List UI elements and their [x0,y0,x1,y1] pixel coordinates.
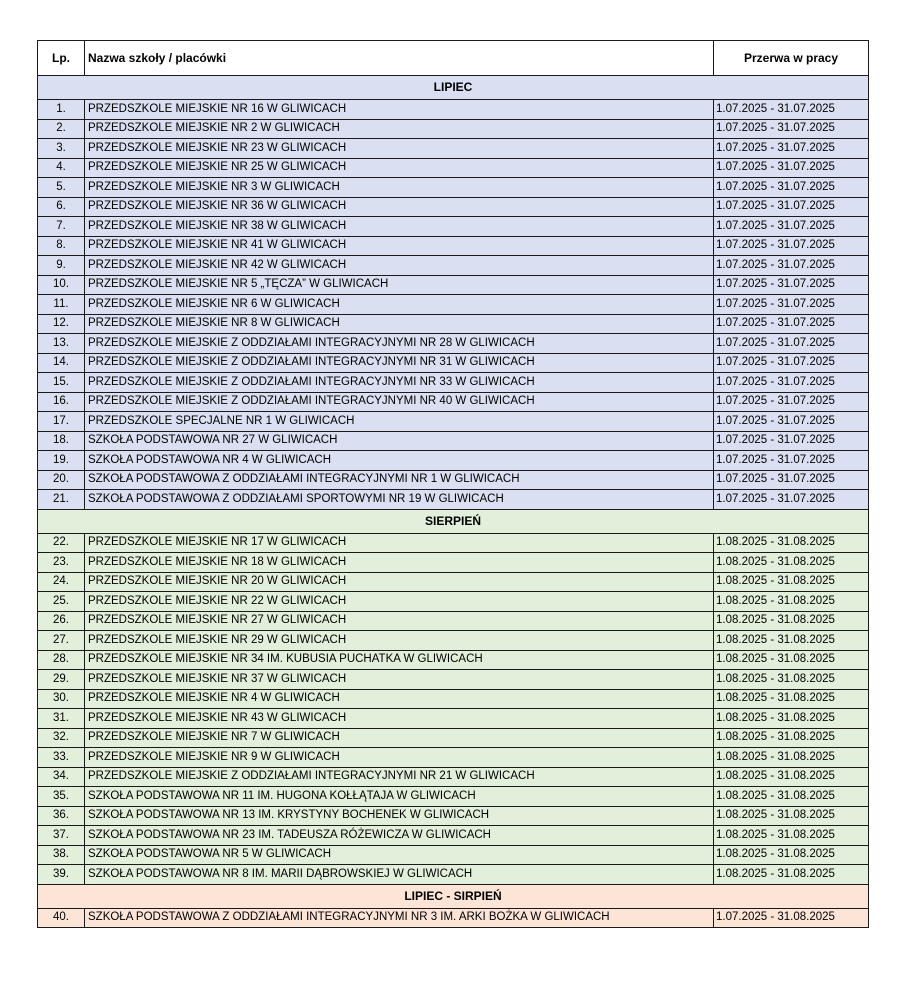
break-period: 1.08.2025 - 31.08.2025 [714,650,869,670]
row-number: 18. [38,431,85,451]
header-lp: Lp. [38,41,85,76]
header-period: Przerwa w pracy [714,41,869,76]
table-row [38,100,869,120]
school-break-table-container [37,40,868,928]
row-number: 22. [38,533,85,553]
school-name: PRZEDSZKOLE MIEJSKIE NR 16 W GLIWICACH [85,100,714,120]
row-number: 26. [38,611,85,631]
school-name: SZKOŁA PODSTAWOWA NR 8 IM. MARII DĄBROWSKIEJ W GLIWICACH [85,865,714,885]
row-number: 30. [38,689,85,709]
break-period: 1.08.2025 - 31.08.2025 [714,865,869,885]
break-period: 1.07.2025 - 31.07.2025 [714,490,869,510]
row-number: 32. [38,728,85,748]
header-name: Nazwa szkoły / placówki [85,41,714,76]
section-title: LIPIEC [38,76,869,100]
row-number: 2. [38,119,85,139]
break-period: 1.07.2025 - 31.07.2025 [714,392,869,412]
break-period: 1.08.2025 - 31.08.2025 [714,670,869,690]
table-row [38,314,869,334]
break-period: 1.07.2025 - 31.07.2025 [714,139,869,159]
section-header-row [38,509,869,533]
table-row [38,611,869,631]
row-number: 10. [38,275,85,295]
school-name: SZKOŁA PODSTAWOWA NR 11 IM. HUGONA KOŁŁĄTAJA W GLIWICACH [85,787,714,807]
school-name: PRZEDSZKOLE MIEJSKIE Z ODDZIAŁAMI INTEGRACYJNYMI NR 33 W GLIWICACH [85,373,714,393]
row-number: 37. [38,826,85,846]
school-name: PRZEDSZKOLE MIEJSKIE NR 41 W GLIWICACH [85,236,714,256]
school-name: PRZEDSZKOLE MIEJSKIE NR 9 W GLIWICACH [85,748,714,768]
break-period: 1.07.2025 - 31.07.2025 [714,295,869,315]
table-row [38,631,869,651]
break-period: 1.07.2025 - 31.07.2025 [714,158,869,178]
school-name: PRZEDSZKOLE MIEJSKIE NR 17 W GLIWICACH [85,533,714,553]
row-number: 17. [38,412,85,432]
section-header-row [38,884,869,908]
break-period: 1.08.2025 - 31.08.2025 [714,592,869,612]
break-period: 1.07.2025 - 31.07.2025 [714,197,869,217]
school-name: PRZEDSZKOLE MIEJSKIE NR 3 W GLIWICACH [85,178,714,198]
break-period: 1.08.2025 - 31.08.2025 [714,728,869,748]
row-number: 5. [38,178,85,198]
table-row [38,533,869,553]
school-name: PRZEDSZKOLE MIEJSKIE NR 7 W GLIWICACH [85,728,714,748]
school-name: SZKOŁA PODSTAWOWA NR 4 W GLIWICACH [85,451,714,471]
table-row [38,158,869,178]
table-row [38,373,869,393]
row-number: 4. [38,158,85,178]
row-number: 34. [38,767,85,787]
school-name: SZKOŁA PODSTAWOWA NR 23 IM. TADEUSZA RÓŻEWICZA W GLIWICACH [85,826,714,846]
break-period: 1.07.2025 - 31.07.2025 [714,256,869,276]
school-name: PRZEDSZKOLE MIEJSKIE Z ODDZIAŁAMI INTEGRACYJNYMI NR 40 W GLIWICACH [85,392,714,412]
table-row [38,139,869,159]
table-row [38,353,869,373]
table-row [38,295,869,315]
row-number: 35. [38,787,85,807]
table-row [38,256,869,276]
table-row [38,787,869,807]
table-row [38,592,869,612]
table-row [38,197,869,217]
table-row [38,119,869,139]
row-number: 19. [38,451,85,471]
school-name: PRZEDSZKOLE MIEJSKIE NR 6 W GLIWICACH [85,295,714,315]
table-row [38,650,869,670]
row-number: 27. [38,631,85,651]
school-name: PRZEDSZKOLE MIEJSKIE NR 23 W GLIWICACH [85,139,714,159]
row-number: 1. [38,100,85,120]
break-period: 1.08.2025 - 31.08.2025 [714,845,869,865]
school-name: PRZEDSZKOLE MIEJSKIE Z ODDZIAŁAMI INTEGRACYJNYMI NR 31 W GLIWICACH [85,353,714,373]
break-period: 1.07.2025 - 31.07.2025 [714,412,869,432]
section-title: SIERPIEŃ [38,509,869,533]
row-number: 12. [38,314,85,334]
break-period: 1.08.2025 - 31.08.2025 [714,787,869,807]
break-period: 1.07.2025 - 31.07.2025 [714,100,869,120]
break-period: 1.07.2025 - 31.07.2025 [714,236,869,256]
break-period: 1.08.2025 - 31.08.2025 [714,826,869,846]
school-name: SZKOŁA PODSTAWOWA NR 13 IM. KRYSTYNY BOCHENEK W GLIWICACH [85,806,714,826]
break-period: 1.07.2025 - 31.07.2025 [714,314,869,334]
break-period: 1.08.2025 - 31.08.2025 [714,806,869,826]
school-name: PRZEDSZKOLE MIEJSKIE NR 43 W GLIWICACH [85,709,714,729]
table-row [38,451,869,471]
break-period: 1.07.2025 - 31.07.2025 [714,178,869,198]
school-name: SZKOŁA PODSTAWOWA NR 27 W GLIWICACH [85,431,714,451]
table-row [38,709,869,729]
table-row [38,275,869,295]
table-row [38,767,869,787]
table-row [38,236,869,256]
row-number: 11. [38,295,85,315]
school-name: PRZEDSZKOLE MIEJSKIE NR 42 W GLIWICACH [85,256,714,276]
table-row [38,392,869,412]
school-name: SZKOŁA PODSTAWOWA NR 5 W GLIWICACH [85,845,714,865]
row-number: 33. [38,748,85,768]
break-period: 1.08.2025 - 31.08.2025 [714,767,869,787]
row-number: 16. [38,392,85,412]
break-period: 1.07.2025 - 31.08.2025 [714,908,869,928]
row-number: 8. [38,236,85,256]
school-name: PRZEDSZKOLE MIEJSKIE NR 18 W GLIWICACH [85,553,714,573]
row-number: 29. [38,670,85,690]
table-row [38,689,869,709]
section-header-row [38,76,869,100]
school-name: SZKOŁA PODSTAWOWA Z ODDZIAŁAMI SPORTOWYMI NR 19 W GLIWICACH [85,490,714,510]
row-number: 9. [38,256,85,276]
break-period: 1.08.2025 - 31.08.2025 [714,572,869,592]
school-name: PRZEDSZKOLE MIEJSKIE NR 29 W GLIWICACH [85,631,714,651]
break-period: 1.08.2025 - 31.08.2025 [714,689,869,709]
school-name: PRZEDSZKOLE MIEJSKIE NR 20 W GLIWICACH [85,572,714,592]
row-number: 23. [38,553,85,573]
break-period: 1.07.2025 - 31.07.2025 [714,217,869,237]
school-name: PRZEDSZKOLE MIEJSKIE NR 38 W GLIWICACH [85,217,714,237]
table-row [38,217,869,237]
school-name: PRZEDSZKOLE SPECJALNE NR 1 W GLIWICACH [85,412,714,432]
school-name: PRZEDSZKOLE MIEJSKIE NR 5 „TĘCZA” W GLIWICACH [85,275,714,295]
break-period: 1.08.2025 - 31.08.2025 [714,533,869,553]
table-row [38,572,869,592]
table-row [38,431,869,451]
school-name: PRZEDSZKOLE MIEJSKIE NR 34 IM. KUBUSIA PUCHATKA W GLIWICACH [85,650,714,670]
row-number: 38. [38,845,85,865]
table-row [38,412,869,432]
section-2 [38,884,869,928]
break-period: 1.07.2025 - 31.07.2025 [714,334,869,354]
table-row [38,334,869,354]
break-period: 1.08.2025 - 31.08.2025 [714,709,869,729]
row-number: 13. [38,334,85,354]
school-name: PRZEDSZKOLE MIEJSKIE Z ODDZIAŁAMI INTEGRACYJNYMI NR 21 W GLIWICACH [85,767,714,787]
row-number: 14. [38,353,85,373]
break-period: 1.08.2025 - 31.08.2025 [714,748,869,768]
break-period: 1.08.2025 - 31.08.2025 [714,553,869,573]
school-name: PRZEDSZKOLE MIEJSKIE NR 4 W GLIWICACH [85,689,714,709]
school-name: PRZEDSZKOLE MIEJSKIE NR 8 W GLIWICACH [85,314,714,334]
school-name: SZKOŁA PODSTAWOWA Z ODDZIAŁAMI INTEGRACYJNYMI NR 1 W GLIWICACH [85,470,714,490]
row-number: 28. [38,650,85,670]
school-break-table [37,40,869,928]
table-row [38,865,869,885]
break-period: 1.07.2025 - 31.07.2025 [714,373,869,393]
break-period: 1.07.2025 - 31.07.2025 [714,119,869,139]
school-name: PRZEDSZKOLE MIEJSKIE NR 36 W GLIWICACH [85,197,714,217]
table-row [38,908,869,928]
break-period: 1.07.2025 - 31.07.2025 [714,431,869,451]
header-row [38,41,869,76]
row-number: 3. [38,139,85,159]
row-number: 25. [38,592,85,612]
school-name: PRZEDSZKOLE MIEJSKIE NR 2 W GLIWICACH [85,119,714,139]
break-period: 1.07.2025 - 31.07.2025 [714,451,869,471]
school-name: PRZEDSZKOLE MIEJSKIE NR 22 W GLIWICACH [85,592,714,612]
row-number: 20. [38,470,85,490]
break-period: 1.08.2025 - 31.08.2025 [714,611,869,631]
school-name: PRZEDSZKOLE MIEJSKIE Z ODDZIAŁAMI INTEGRACYJNYMI NR 28 W GLIWICACH [85,334,714,354]
table-row [38,806,869,826]
row-number: 15. [38,373,85,393]
table-row [38,470,869,490]
row-number: 36. [38,806,85,826]
table-row [38,670,869,690]
row-number: 31. [38,709,85,729]
table-row [38,553,869,573]
school-name: PRZEDSZKOLE MIEJSKIE NR 27 W GLIWICACH [85,611,714,631]
break-period: 1.07.2025 - 31.07.2025 [714,275,869,295]
school-name: PRZEDSZKOLE MIEJSKIE NR 25 W GLIWICACH [85,158,714,178]
row-number: 21. [38,490,85,510]
table-row [38,845,869,865]
table-row [38,748,869,768]
section-title: LIPIEC - SIRPIEŃ [38,884,869,908]
break-period: 1.08.2025 - 31.08.2025 [714,631,869,651]
school-name: PRZEDSZKOLE MIEJSKIE NR 37 W GLIWICACH [85,670,714,690]
table-row [38,728,869,748]
table-row [38,178,869,198]
school-name: SZKOŁA PODSTAWOWA Z ODDZIAŁAMI INTEGRACYJNYMI NR 3 IM. ARKI BOŻKA W GLIWICACH [85,908,714,928]
break-period: 1.07.2025 - 31.07.2025 [714,353,869,373]
row-number: 7. [38,217,85,237]
row-number: 24. [38,572,85,592]
section-1 [38,509,869,884]
break-period: 1.07.2025 - 31.07.2025 [714,470,869,490]
row-number: 40. [38,908,85,928]
row-number: 6. [38,197,85,217]
table-row [38,826,869,846]
section-0 [38,76,869,510]
row-number: 39. [38,865,85,885]
table-row [38,490,869,510]
